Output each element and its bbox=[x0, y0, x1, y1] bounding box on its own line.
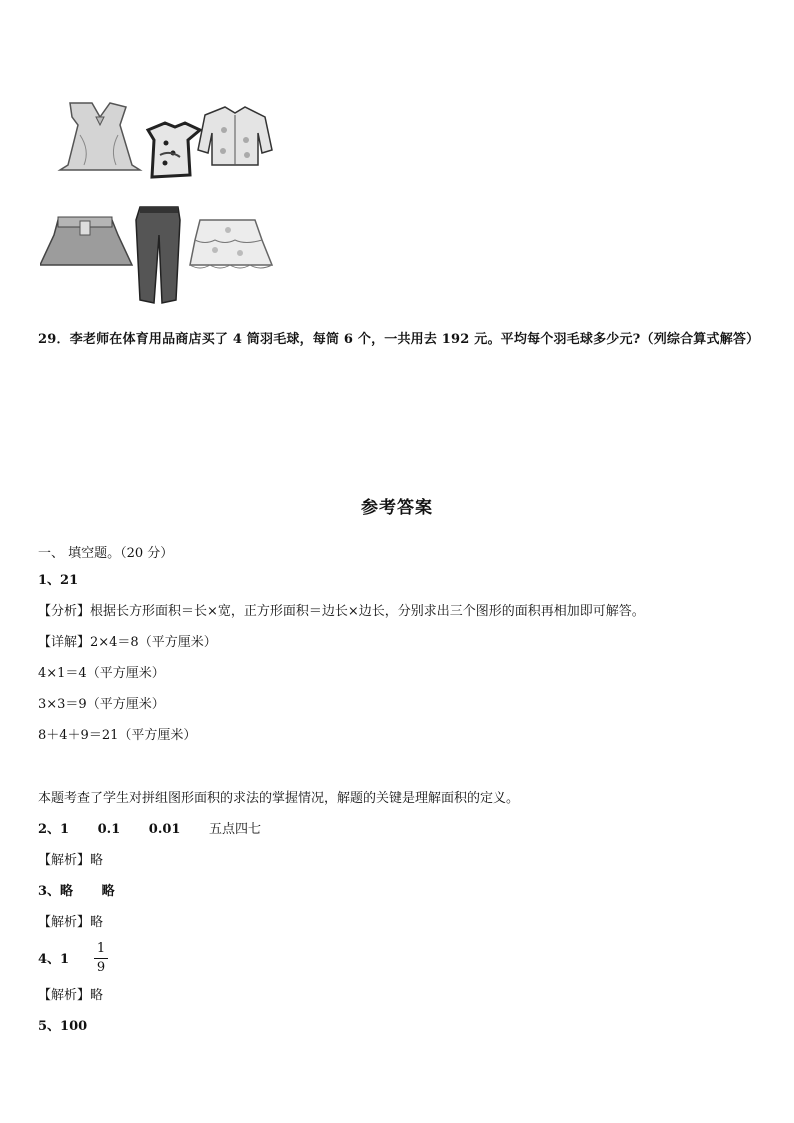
skirt-image bbox=[40, 217, 132, 265]
ruffled-skirt-image bbox=[190, 220, 272, 268]
answer-1-head: 1、21 bbox=[38, 573, 79, 588]
dress-image bbox=[60, 103, 140, 170]
fraction-denominator: 9 bbox=[96, 960, 106, 975]
clothing-illustration bbox=[40, 95, 280, 315]
blouse-image bbox=[198, 107, 272, 165]
fraction-bar bbox=[94, 958, 108, 959]
trousers-image bbox=[136, 207, 180, 303]
answer-1-analysis: 【分析】根据长方形面积＝长×宽，正方形面积＝边长×边长，分别求出三个图形的面积再相加即可解答。 bbox=[38, 604, 645, 619]
answer-1-summary: 本题考查了学生对拼组图形面积的求法的掌握情况，解题的关键是理解面积的定义。 bbox=[38, 791, 520, 806]
answer-1-step3: 3×3＝9（平方厘米） bbox=[38, 697, 165, 712]
answer-2-note: 【解析】略 bbox=[38, 853, 104, 868]
answer-4-fraction bbox=[94, 941, 108, 976]
answer-2-value-2: 0.1 bbox=[97, 822, 121, 837]
section-1-heading: 一、 填空题。（20 分） bbox=[38, 546, 174, 561]
answer-2-value-1: 2、1 bbox=[38, 822, 70, 837]
answer-4-head: 4、1 bbox=[38, 952, 70, 967]
answer-3-note: 【解析】略 bbox=[38, 915, 104, 930]
answer-1-detail: 【详解】2×4＝8（平方厘米） bbox=[38, 635, 217, 650]
answer-3 bbox=[38, 883, 115, 901]
answers-title: 参考答案 bbox=[361, 498, 433, 518]
answer-2-value-3: 0.01 bbox=[148, 822, 181, 837]
answer-1-step4: 8＋4＋9＝21（平方厘米） bbox=[38, 728, 197, 743]
answer-2 bbox=[38, 821, 261, 839]
answer-4-note: 【解析】略 bbox=[38, 988, 104, 1003]
baby-shirt-image bbox=[148, 123, 200, 177]
answer-5: 5、100 bbox=[38, 1019, 88, 1034]
answer-3-value-1: 3、略 bbox=[38, 884, 74, 899]
question-29: 29．李老师在体育用品商店买了 4 筒羽毛球，每筒 6 个，一共用去 192 元。平均每个羽毛球多少元?（列综合算式解答） bbox=[38, 332, 760, 347]
answer-3-value-2: 略 bbox=[101, 884, 115, 899]
answer-2-value-4: 五点四七 bbox=[208, 822, 261, 837]
answer-1-step2: 4×1＝4（平方厘米） bbox=[38, 666, 165, 681]
fraction-numerator: 1 bbox=[96, 941, 106, 956]
